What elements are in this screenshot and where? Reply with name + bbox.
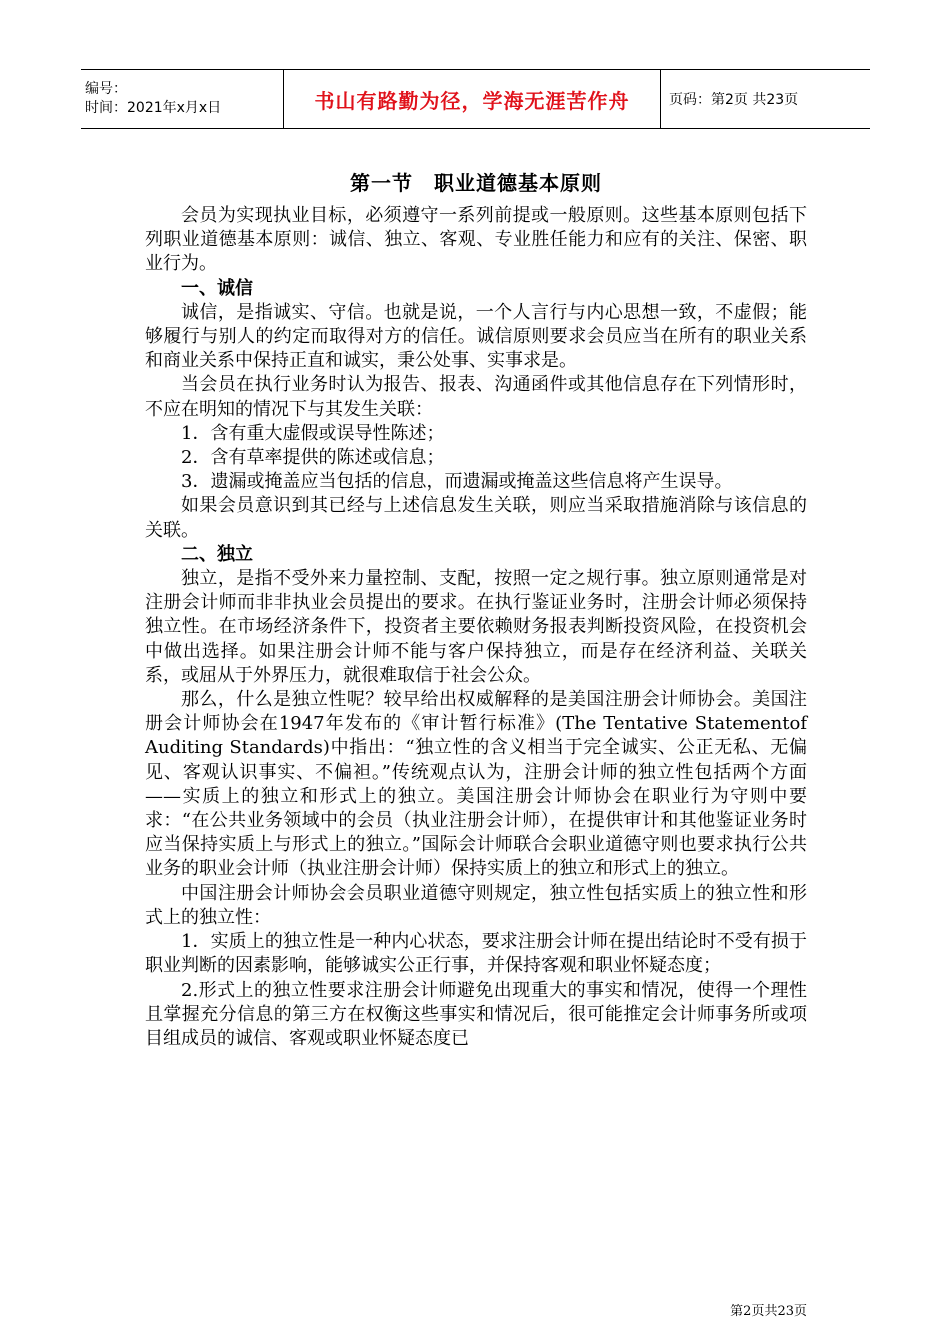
paragraph: 会员为实现执业目标，必须遵守一系列前提或一般原则。这些基本原则包括下列职业道德基本原则：诚信、独立、客观、专业胜任能力和应有的关注、保密、职业行为。 [145, 205, 807, 275]
section-heading: 一、诚信 [181, 277, 253, 299]
paragraph: 3．遗漏或掩盖应当包括的信息，而遗漏或掩盖这些信息将产生误导。 [181, 471, 733, 493]
paragraph: 1．含有重大虚假或误导性陈述； [181, 422, 445, 444]
paragraph: 中国注册会计师协会会员职业道德守则规定，独立性包括实质上的独立性和形式上的独立性： [145, 882, 807, 928]
header-meta [81, 70, 284, 128]
paragraph: 独立，是指不受外来力量控制、支配，按照一定之规行事。独立原则通常是对注册会计师而非非执业会员提出的要求。在执行鉴证业务时，注册会计师必须保持独立性。在市场经济条件下，投资者主要依赖财务报表判断投资风险，在投资机会中做出选择。如果注册会计师不能与客户保持独立，而是存在经济利益、关联关系，或屈从于外界压力，就很难取信于社会公众。 [145, 568, 807, 686]
section-heading: 二、独立 [181, 543, 253, 565]
document-date-label: 时间：2021年x月x日 [85, 100, 222, 116]
paragraph: 诚信，是指诚实、守信。也就是说，一个人言行与内心思想一致，不虚假；能够履行与别人的约定而取得对方的信任。诚信原则要求会员应当在所有的职业关系和商业关系中保持正直和诚实，秉公处事、实事求是。 [145, 301, 807, 372]
document-number-label: 编号： [85, 81, 127, 97]
document-body [145, 165, 807, 1051]
body-text [145, 204, 807, 1051]
paragraph: 2．含有草率提供的陈述或信息； [181, 447, 445, 469]
paragraph: 那么，什么是独立性呢？较早给出权威解释的是美国注册会计师协会。美国注册会计师协会在1947年发布的《审计暂行标准》(The Tentative Statementof Auditing Standards)中指出：“独立性的含义相当于完全诚实、公正无私、无偏见、客观认识事实、不偏袒。”传统观点认为，注册会计师的独立性包括两个方面——实质上的独立和形式上的独立。美国注册会计师协会在职业行为守则中要求：“在公共业务领域中的会员（执业注册会计师），在提供审计和其他鉴证业务时应当保持实质上与形式上的独立。”国际会计师联合会职业道德守则也要求执行公共业务的职业会计师（执业注册会计师）保持实质上的独立和形式上的独立。 [145, 689, 807, 880]
paragraph: 如果会员意识到其已经与上述信息发生关联，则应当采取措施消除与该信息的关联。 [145, 495, 807, 541]
header-page-number: 页码：第2页 共23页 [669, 92, 799, 108]
paragraph: 当会员在执行业务时认为报告、报表、沟通函件或其他信息存在下列情形时，不应在明知的情况下与其发生关联： [145, 374, 807, 420]
section-title: 第一节 职业道德基本原则 [350, 171, 602, 195]
header-motto: 书山有路勤为径，学海无涯苦作舟 [314, 88, 630, 113]
page-header [81, 69, 870, 129]
paragraph: 2.形式上的独立性要求注册会计师避免出现重大的事实和情况，使得一个理性且掌握充分信息的第三方在权衡这些事实和情况后，很可能推定会计师事务所或项目组成员的诚信、客观或职业怀疑态度已 [145, 979, 807, 1049]
paragraph: 1．实质上的独立性是一种内心状态，要求注册会计师在提出结论时不受有损于职业判断的因素影响，能够诚实公正行事，并保持客观和职业怀疑态度； [145, 931, 807, 977]
header-motto-cell [284, 70, 661, 128]
page-footer: 第2页共23页 [730, 1304, 807, 1319]
header-page-cell [661, 70, 870, 128]
